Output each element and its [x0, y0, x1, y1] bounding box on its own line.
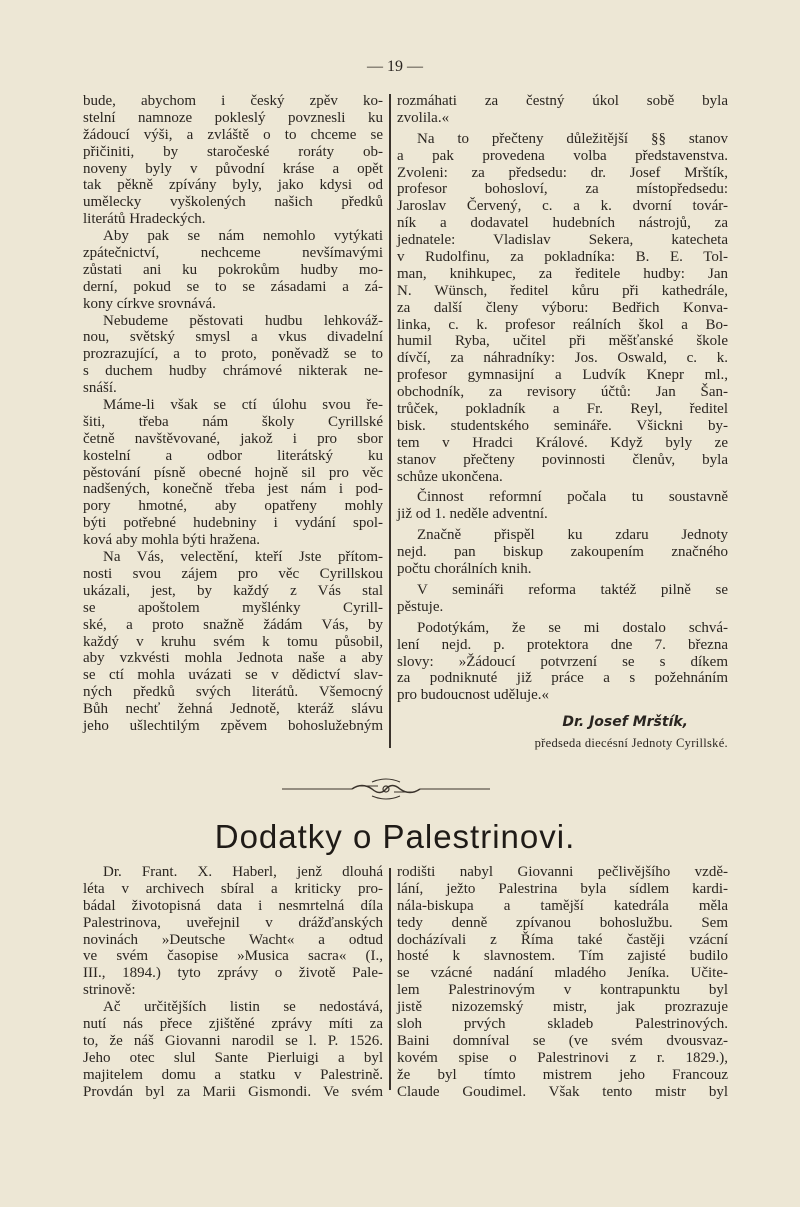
- column-divider: [389, 94, 391, 748]
- text-line: Aby pak se nám nemohlo vytýkati: [103, 228, 383, 245]
- text-line: rodišti nabyl Giovanni pečlivějšího vzdě-: [397, 864, 728, 880]
- page-number: — 19 —: [367, 58, 423, 75]
- paragraph: [83, 864, 383, 999]
- text-line: nejd. pan biskup zakoupením značného: [397, 544, 728, 561]
- text-line: majitelem domu a statku v Palestrině.: [83, 1066, 383, 1083]
- text-line: nou, světský smysl a vkus divadelní: [83, 329, 383, 346]
- text-line: ve svém časopise »Musica sacra« (I.,: [83, 948, 383, 965]
- text-line: snáší.: [83, 380, 117, 397]
- text-line: nosti svou zájem pro věc Cyrillskou: [83, 565, 383, 582]
- text-line: lem Palestrinovým v kontrapunktu byl: [397, 982, 728, 999]
- column-divider: [389, 868, 391, 1090]
- text-line: za další členy výboru: Bedřich Konva-: [397, 299, 728, 316]
- text-line: bude, abychom i český zpěv ko-: [83, 93, 383, 109]
- text-line: Máme-li však se ctí úlohu svou ře-: [103, 397, 383, 414]
- text-line: Na to přečteny důležitější §§ stanov: [417, 130, 728, 147]
- text-line: docházívali z Říma také častěji vzácní: [397, 931, 728, 948]
- text-line: se vzácné nadání mladého Jeníka. Učite-: [397, 965, 728, 982]
- text-line: nutí nás přece zjištěné zprávy míti za: [83, 1016, 383, 1033]
- text-line: obchodník, za revisory účtů: Jan Šan-: [397, 384, 728, 401]
- text-line: lení nejd. p. protektora dne 7. března: [397, 636, 728, 653]
- column-bottom-right: [397, 864, 728, 1100]
- text-line: Zvoleni: za předsedu: dr. Josef Mrštík,: [397, 164, 728, 181]
- text-line: počtu chorálních knih.: [397, 561, 532, 578]
- paragraph: [397, 93, 728, 127]
- text-line: tem v Hradci Králové. Když byly ze: [397, 434, 728, 451]
- text-line: pěstování písně obecné hojně sil pro věc: [83, 464, 383, 481]
- text-line: kostelní a odbor literátský ku: [83, 447, 383, 464]
- paragraph: [397, 527, 728, 578]
- text-line: stelní namnoze pokleslý povznesli ku: [83, 109, 383, 126]
- text-line: dívčí, za náhradníky: Jos. Oswald, c. k.: [397, 350, 728, 367]
- column-top-right: [397, 93, 728, 752]
- text-line: profesor gymnasijní a Ludvík Knepr ml.,: [397, 367, 728, 384]
- text-line: Ač určitějších listin se nedostává,: [103, 999, 383, 1016]
- text-line: Claude Goudimel. Však tento mistr byl: [397, 1083, 728, 1100]
- text-line: ných předků svých literátů. Všemocný: [83, 684, 383, 701]
- text-line: derní, pokud se to se zásadami a zá-: [83, 278, 383, 295]
- text-line: v Rudolfinu, za pokladníka: B. E. Tol-: [397, 249, 728, 266]
- signature-name: Dr. Josef Mrštík,: [562, 714, 688, 731]
- text-line: zůstati ani ku pokrokům hudby mo-: [83, 261, 383, 278]
- paragraph: [83, 999, 383, 1100]
- text-line: pro budoucnost uděluje.«: [397, 687, 550, 704]
- text-line: zpátečnictví, nechceme nevšímavými: [83, 245, 383, 262]
- text-line: sloh prvých skladeb Palestrinových.: [397, 1016, 728, 1033]
- text-line: se apoštolem myšlénky Cyrill-: [83, 599, 383, 616]
- text-line: lání, ježto Palestrina byla sídlem kardi-: [397, 880, 728, 897]
- text-line: Palestrinova, uveřejnil v drážďanských: [83, 914, 383, 931]
- text-line: Značně přispěl ku zdaru Jednoty: [417, 527, 728, 544]
- text-line: nadšených, konečně třeba jest nám i pod-: [83, 481, 383, 498]
- text-line: kovém spise o Palestrinovi z r. 1829.),: [397, 1049, 728, 1066]
- text-line: nála-biskupa a tamější katedrála měla: [397, 897, 728, 914]
- text-line: III., 1894.) tyto zprávy o životě Pale-: [83, 965, 383, 982]
- text-line: jistě nizozemský mistr, jak prozrazuje: [397, 999, 728, 1016]
- text-line: stanov přečteny povinnosti členův, byla: [397, 451, 728, 468]
- text-line: noveny byly v původní kráse a opět: [83, 160, 383, 177]
- text-line: V semináři reforma taktéž pilně se: [417, 581, 728, 598]
- paragraph: [397, 582, 728, 616]
- paragraph: [397, 864, 728, 1100]
- ornament-divider: [282, 778, 490, 800]
- text-line: novinách »Deutsche Wacht« a odtud: [83, 931, 383, 948]
- text-line: ník a dodavatel hudebních nástrojů, za: [397, 215, 728, 232]
- text-line: šiti, třeba nám školy Cyrillské: [83, 413, 383, 430]
- text-line: již od 1. neděle adventní.: [397, 506, 548, 523]
- text-line: býti potřebné hudebniny i vydání spol-: [83, 515, 383, 532]
- text-line: ková aby mohla býti hražena.: [83, 532, 261, 549]
- text-line: linka, c. k. profesor reálních škol a Bo-: [397, 316, 728, 333]
- column-bottom-left: [83, 864, 383, 1100]
- text-line: bisk. studentského semináře. Všickni by-: [397, 417, 728, 434]
- text-line: profesor bohosloví, za místopředsedu:: [397, 181, 728, 198]
- text-line: pěstuje.: [397, 598, 444, 615]
- text-line: zvolila.«: [397, 109, 450, 126]
- text-line: léta v archivech sbíral a kriticky pro-: [83, 880, 383, 897]
- text-line: kony církve srovnává.: [83, 295, 216, 312]
- paragraph: [397, 620, 728, 704]
- text-line: N. Wünsch, ředitel kůru při kathedrále,: [397, 282, 728, 299]
- text-line: pory hmotné, aby opatřeny mohly: [83, 498, 383, 515]
- text-line: přičiniti, by staročeské roráty ob-: [83, 143, 383, 160]
- paragraph: [83, 549, 383, 735]
- text-line: Podotýkám, že se mi dostalo schvá-: [417, 619, 728, 636]
- text-line: Jeho otec slul Sante Pierluigi a byl: [83, 1049, 383, 1066]
- text-line: Dr. Frant. X. Haberl, jenž dlouhá: [103, 864, 383, 880]
- text-line: a pak provedena volba představenstva.: [397, 147, 728, 164]
- text-line: Bůh nechť žehná Jednotě, kteráž slávu: [83, 701, 383, 718]
- paragraph: [397, 489, 728, 523]
- paragraph: [397, 131, 728, 486]
- text-line: to, že náš Giovanni narodil se l. P. 1526.: [83, 1032, 383, 1049]
- text-line: jeho ušlechtilým zpěvem bohoslužebným: [83, 717, 383, 734]
- article-title: Dodatky o Palestrinovi.: [214, 818, 576, 855]
- text-line: man, knihkupec, za ředitele hudby: Jan: [397, 265, 728, 282]
- text-line: humil Ryba, učitel při měšťanské škole: [397, 333, 728, 350]
- text-line: aby vzkvésti mohla Jednota naše a aby: [83, 650, 383, 667]
- text-line: trůček, pokladník a Fr. Reyl, ředitel: [397, 401, 728, 418]
- signature-role: předseda diecésní Jednoty Cyrillské.: [534, 736, 728, 751]
- text-line: Provdán byl za Marii Gismondi. Ve svém: [83, 1083, 383, 1100]
- text-line: tak pěkně zpívány byly, jako kdysi od: [83, 177, 383, 194]
- text-line: slovy: »Žádoucí potvrzení se s díkem: [397, 653, 728, 670]
- text-line: se ctí mohla uvázati se v dědictví slav-: [83, 667, 383, 684]
- text-line: četně navštěvované, jakož i pro sbor: [83, 430, 383, 447]
- text-line: ské, a proto snažně žádám Vás, by: [83, 616, 383, 633]
- paragraph: [83, 93, 383, 228]
- text-line: Činnost reformní počala tu soustavně: [417, 489, 728, 506]
- text-line: s duchem hudby chrámové nikterak ne-: [83, 363, 383, 380]
- text-line: rozmáhati za čestný úkol sobě byla: [397, 93, 728, 109]
- text-line: prozrazující, a to proto, poněvadž se to: [83, 346, 383, 363]
- paragraph: [83, 228, 383, 312]
- text-line: schůze ukončena.: [397, 468, 503, 485]
- text-line: za podniknuté již práce a s požehnáním: [397, 670, 728, 687]
- text-line: že byl tímto mistrem jeho Francouz: [397, 1066, 728, 1083]
- text-line: bádal životopisná data i nesmrtelná díla: [83, 897, 383, 914]
- column-top-left: [83, 93, 383, 735]
- text-line: jednatele: Vladislav Sekera, katecheta: [397, 232, 728, 249]
- text-line: Nebudeme pěstovati hudbu lehkováž-: [103, 312, 383, 329]
- text-line: strinově:: [83, 982, 136, 999]
- text-line: literátů Hradeckých.: [83, 211, 206, 228]
- text-line: umělecky vyškolených našich předků: [83, 194, 383, 211]
- text-line: ukázali, jest, by každý z Vás stal: [83, 582, 383, 599]
- paragraph: [83, 397, 383, 549]
- text-line: každý v kruhu svém k tomu působil,: [83, 633, 383, 650]
- text-line: Na Vás, velectění, kteří Jste přítom-: [103, 549, 383, 566]
- text-line: hosté k slavnostem. Tím zajisté budilo: [397, 948, 728, 965]
- text-line: žádoucí výši, a zvláště o to chceme se: [83, 126, 383, 143]
- text-line: tedy denně zpívanou bohoslužbu. Sem: [397, 914, 728, 931]
- paragraph: [83, 313, 383, 397]
- text-line: Baini domníval se (ve svém dvousvaz-: [397, 1032, 728, 1049]
- text-line: Jaroslav Červený, c. a k. dvorní továr-: [397, 198, 728, 215]
